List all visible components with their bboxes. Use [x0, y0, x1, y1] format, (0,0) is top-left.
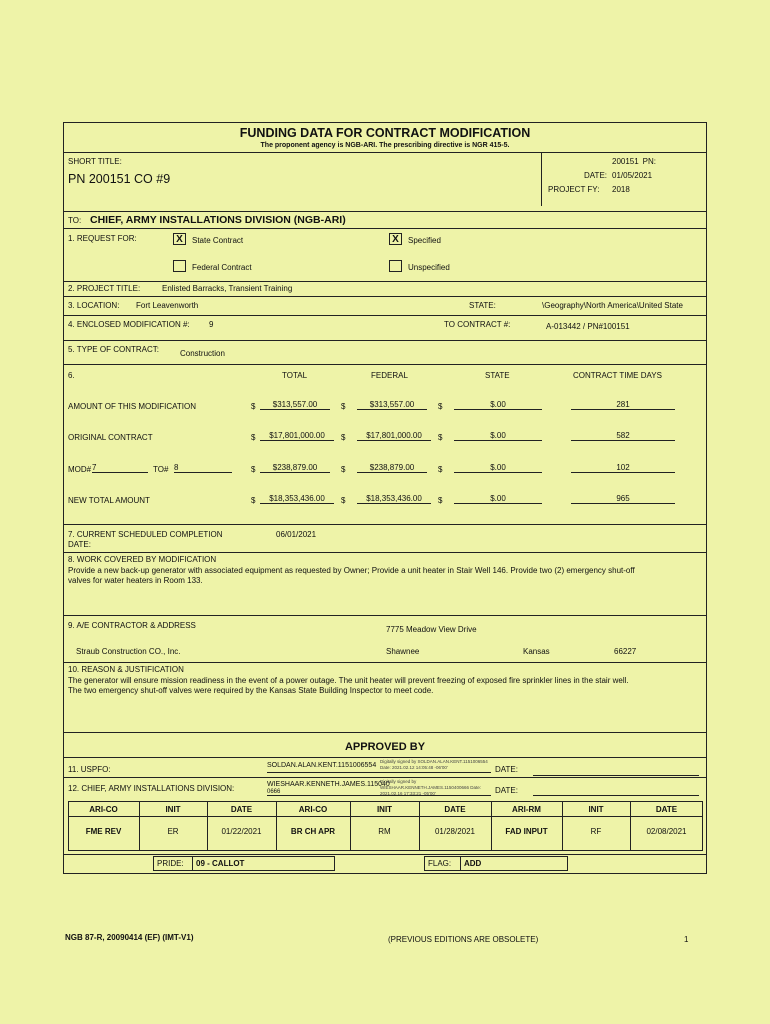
uspfo-date-label: DATE: — [495, 765, 518, 774]
routing-header-divider — [68, 816, 703, 817]
short-title-label: SHORT TITLE: — [68, 157, 122, 166]
divider — [64, 340, 706, 341]
federal-value: $18,353,436.00 — [357, 494, 431, 504]
dollar-sign: $ — [251, 465, 256, 474]
divider — [64, 552, 706, 553]
dollar-sign: $ — [438, 465, 443, 474]
federal-value: $313,557.00 — [357, 400, 427, 410]
work-text-line-2: valves for water heaters in Room 133. — [68, 576, 203, 585]
request-label: 1. REQUEST FOR: — [68, 234, 137, 243]
unspecified-label: Unspecified — [408, 263, 450, 272]
routing-cell: 01/22/2021 — [221, 827, 262, 836]
dollar-sign: $ — [341, 465, 346, 474]
dollar-sign: $ — [438, 402, 443, 411]
state-header: STATE — [485, 371, 510, 380]
total-value: $238,879.00 — [260, 463, 330, 473]
divider — [64, 296, 706, 297]
divider — [64, 757, 706, 758]
to-contract-label: TO CONTRACT #: — [444, 320, 511, 329]
routing-header: ARI-CO — [89, 805, 118, 814]
completion-label: 7. CURRENT SCHEDULED COMPLETION — [68, 530, 223, 539]
divider — [64, 732, 706, 733]
dollar-sign: $ — [341, 402, 346, 411]
to-mod-label: TO# — [153, 465, 169, 474]
state-label: STATE: — [469, 301, 496, 310]
divider — [64, 152, 706, 153]
routing-cell: ER — [167, 827, 179, 836]
pn-label: PN: — [642, 157, 656, 166]
routing-header: ARI-RM — [512, 805, 541, 814]
routing-cell: BR CH APR — [290, 827, 336, 836]
location-label: 3. LOCATION: — [68, 301, 120, 310]
routing-cell: RF — [590, 827, 602, 836]
approved-title: APPROVED BY — [344, 741, 426, 753]
completion-value: 06/01/2021 — [276, 530, 317, 539]
footer-editions-note: (PREVIOUS EDITIONS ARE OBSOLETE) — [388, 935, 539, 944]
contractor-state: Kansas — [523, 647, 550, 656]
short-title-value: PN 200151 CO #9 — [68, 172, 171, 186]
flag-value: ADD — [464, 859, 482, 868]
chief-signature-line — [267, 795, 491, 796]
days-header: CONTRACT TIME DAYS — [573, 371, 662, 380]
federal-value: $17,801,000.00 — [357, 431, 431, 441]
divider — [64, 662, 706, 663]
divider — [64, 211, 706, 212]
divider — [64, 281, 706, 282]
contractor-label: 9. A/E CONTRACTOR & ADDRESS — [68, 621, 196, 630]
date-value: 01/05/2021 — [612, 171, 653, 180]
days-value: 102 — [571, 463, 675, 473]
divider — [64, 364, 706, 365]
pride-value: 09 - CALLOT — [196, 859, 245, 868]
contract-type-value: Construction — [180, 349, 225, 358]
days-value: 582 — [571, 431, 675, 441]
days-value: 965 — [571, 494, 675, 504]
state-contract-checkbox[interactable]: X — [173, 233, 186, 245]
routing-header: DATE — [655, 805, 678, 814]
divider — [64, 777, 706, 778]
uspfo-signature: SOLDAN.ALAN.KENT.1151006554 — [267, 762, 377, 769]
contractor-name: Straub Construction CO., Inc. — [76, 647, 181, 656]
dollar-sign: $ — [251, 433, 256, 442]
federal-contract-label: Federal Contract — [192, 263, 252, 272]
state-value: \Geography\North America\United State — [542, 301, 683, 310]
routing-header: INIT — [588, 805, 604, 814]
project-title-label: 2. PROJECT TITLE: — [68, 284, 141, 293]
project-title-value: Enlisted Barracks, Transient Training — [162, 284, 293, 293]
location-value: Fort Leavenworth — [136, 301, 199, 310]
chief-date-line[interactable] — [533, 795, 699, 796]
routing-header: INIT — [376, 805, 393, 814]
divider — [64, 524, 706, 525]
cost-row-label: NEW TOTAL AMOUNT — [68, 496, 150, 505]
dollar-sign: $ — [438, 496, 443, 505]
state-contract-label: State Contract — [192, 236, 244, 245]
contractor-zip: 66227 — [614, 647, 637, 656]
funding-form — [63, 122, 707, 874]
state-value: $.00 — [454, 463, 542, 473]
divider — [460, 856, 461, 871]
reason-label: 10. REASON & JUSTIFICATION — [68, 665, 184, 674]
divider — [192, 856, 193, 871]
routing-cell: FME REV — [85, 827, 122, 836]
specified-checkbox[interactable]: X — [389, 233, 402, 245]
total-header: TOTAL — [282, 371, 308, 380]
routing-header: DATE — [444, 805, 466, 814]
cost-row-label: ORIGINAL CONTRACT — [68, 433, 153, 442]
contractor-street: 7775 Meadow View Drive — [386, 625, 477, 634]
routing-header: INIT — [165, 805, 181, 814]
uspfo-label: 11. USPFO: — [68, 765, 111, 774]
chief-signature-suffix: 0666 — [267, 789, 281, 795]
dollar-sign: $ — [251, 402, 256, 411]
dollar-sign: $ — [341, 433, 346, 442]
flag-label: FLAG: — [428, 859, 452, 868]
chief-date-label: DATE: — [495, 786, 518, 795]
date-label: DATE: — [584, 171, 607, 180]
total-value: $17,801,000.00 — [260, 431, 334, 441]
divider — [64, 315, 706, 316]
chief-signature-stamp: Digitally signed by WIESHAAR.KENNETH.JAMES.1150400666 Date: 2021.02.16 17:33:21 -05'00' — [380, 779, 481, 796]
pride-label: PRIDE: — [157, 859, 184, 868]
completion-label-date: DATE: — [68, 540, 91, 549]
contract-type-label: 5. TYPE OF CONTRACT: — [68, 345, 159, 354]
dollar-sign: $ — [438, 433, 443, 442]
enclosed-mod-label: 4. ENCLOSED MODIFICATION #: — [68, 320, 190, 329]
routing-cell: 02/08/2021 — [646, 827, 687, 836]
uspfo-date-line[interactable] — [533, 775, 699, 776]
contractor-city: Shawnee — [386, 647, 420, 656]
routing-cell: FAD INPUT — [505, 827, 548, 836]
reason-text-line-2: The two emergency shut-off valves were required by the Kansas State Building Inspector to meet code. — [68, 686, 434, 695]
to-mod-value: 8 — [174, 463, 232, 473]
state-value: $.00 — [454, 400, 542, 410]
uspfo-signature-line — [267, 772, 491, 773]
routing-header: ARI-CO — [298, 805, 328, 814]
days-value: 281 — [571, 400, 675, 410]
enclosed-mod-value: 9 — [209, 320, 214, 329]
divider — [64, 615, 706, 616]
federal-header: FEDERAL — [371, 371, 408, 380]
cost-section-label: 6. — [68, 371, 75, 380]
form-subtitle: The proponent agency is NGB-ARI. The prescribing directive is NGR 415-5. — [260, 142, 510, 149]
chief-label: 12. CHIEF, ARMY INSTALLATIONS DIVISION: — [68, 784, 235, 793]
to-label: TO: — [68, 216, 82, 225]
mod-label: MOD# — [68, 465, 92, 474]
dollar-sign: $ — [341, 496, 346, 505]
routing-cell: 01/28/2021 — [434, 827, 476, 836]
state-value: $.00 — [454, 431, 542, 441]
project-fy-value: 2018 — [612, 185, 630, 194]
divider — [541, 152, 542, 206]
dollar-sign: $ — [251, 496, 256, 505]
form-title: FUNDING DATA FOR CONTRACT MODIFICATION — [239, 126, 531, 140]
divider — [64, 854, 706, 855]
work-label: 8. WORK COVERED BY MODIFICATION — [68, 555, 217, 564]
to-value: CHIEF, ARMY INSTALLATIONS DIVISION (NGB-ARI) — [90, 214, 346, 226]
uspfo-signature-stamp: Digitally signed by SOLDAN.ALAN.KENT.1151006554 Date: 2021.02.12 14:05:48 -06'00' — [380, 759, 488, 770]
routing-header: DATE — [230, 805, 253, 814]
mod-value: 7 — [92, 463, 148, 473]
reason-text-line-1: The generator will ensure mission readiness in the event of a power outage. The unit heater will prevent freezing of exposed fire sprinkler lines in the stair well. — [68, 676, 629, 685]
footer-form-number: NGB 87-R, 20090414 (EF) (IMT-V1) — [65, 933, 194, 942]
cost-row-label: AMOUNT OF THIS MODIFICATION — [68, 402, 196, 411]
project-fy-label: PROJECT FY: — [548, 185, 600, 194]
federal-contract-checkbox[interactable] — [173, 260, 186, 272]
federal-value: $238,879.00 — [357, 463, 427, 473]
to-contract-value: A-013442 / PN#100151 — [546, 322, 630, 331]
chief-signature: WIESHAAR.KENNETH.JAMES.115040 — [267, 781, 390, 788]
footer-page-number: 1 — [684, 935, 689, 944]
divider — [64, 228, 706, 229]
total-value: $313,557.00 — [260, 400, 330, 410]
pn-value: 200151 — [612, 157, 639, 166]
routing-cell: RM — [378, 827, 391, 836]
state-value: $.00 — [454, 494, 542, 504]
specified-label: Specified — [408, 236, 441, 245]
unspecified-checkbox[interactable] — [389, 260, 402, 272]
total-value: $18,353,436.00 — [260, 494, 334, 504]
work-text-line-1: Provide a new back-up generator with associated equipment as requested by Owner; Provide a unit heater in Stair Well 146. Provide two (2) emergency shut-off — [68, 566, 635, 575]
